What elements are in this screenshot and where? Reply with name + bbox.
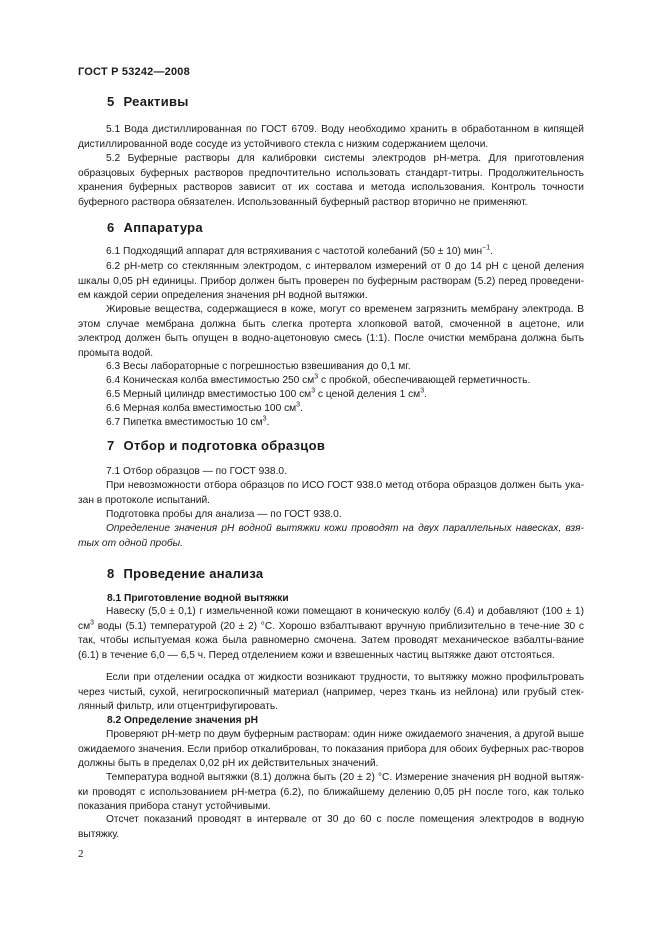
section-5-heading	[107, 94, 189, 109]
paragraph-8-2-reading: Отсчет показаний проводят в интервале от 30 до 60 с после помещения электродов в водную вытяжку.	[78, 814, 584, 840]
section-7-heading	[107, 438, 325, 453]
section-8-heading	[107, 566, 263, 581]
paragraph-6-6-sup: 3	[296, 401, 301, 409]
standard-designation: ГОСТ Р 53242—2008	[78, 66, 190, 78]
paragraph-6-5-end: .	[424, 389, 427, 400]
paragraph-7-1-note: При невозможности отбора образцов по ИСО ГОСТ 938.0 метод отбора образцов должен быть ука-зан в протоколе испытаний.	[78, 480, 584, 506]
subsection-8-2-title: 8.2 Определение значения рН	[107, 715, 258, 726]
section-8-number: 8	[107, 566, 115, 581]
paragraph-6-5-text: 6.5 Мерный цилиндр вместимостью 100 см	[106, 389, 312, 400]
paragraph-6-7-sup: 3	[262, 415, 267, 423]
paragraph-6-4-sup: 3	[314, 373, 319, 381]
paragraph-6-3: 6.3 Весы лабораторные с погрешностью взвешивания до 0,1 мг.	[106, 361, 411, 372]
paragraph-6-4-text: 6.4 Коническая колба вместимостью 250 см	[106, 375, 315, 386]
paragraph-7-1: 7.1 Отбор образцов — по ГОСТ 938.0.	[106, 466, 287, 477]
paragraph-8-2-calibrate: Проверяют рН-метр по двум буферным растворам: один ниже ожидаемого значения, а другой выше ожидаемого значения. Если прибор откалиброван, то показания прибора для обоих буферных рас-творов должны быть в пределах 0,02 рН их действительных значений.	[78, 729, 584, 769]
paragraph-6-7-text: 6.7 Пипетка вместимостью 10 см	[106, 417, 263, 428]
paragraph-8-1-text-a: Навеску (5,0 ± 0,1) г измельченной кожи помещают в коническую колбу (6.4) и добавляют (100 ± 1) см	[78, 606, 584, 632]
paragraph-6-5-mid: с ценой деления 1 см	[315, 389, 421, 400]
section-6-number: 6	[107, 220, 115, 235]
section-7-title: Отбор и подготовка образцов	[123, 438, 326, 453]
paragraph-6-1-text: 6.1 Подходящий аппарат для встряхивания с частотой колебаний (50 ± 10) мин	[106, 246, 483, 257]
paragraph-8-1	[78, 605, 584, 663]
paragraph-6-5	[78, 388, 584, 403]
paragraph-6-5-sup: 3	[311, 387, 316, 395]
paragraph-7-parallel: Определение значения рН водной вытяжки кожи проводят на двух параллельных навесках, взя-тых от одной пробы.	[78, 523, 584, 549]
paragraph-6-1-end: .	[490, 246, 493, 257]
paragraph-6-5-sup2: 3	[420, 387, 425, 395]
paragraph-5-2: 5.2 Буферные растворы для калибровки системы электродов рН-метра. Для приготовления образцовых буферных растворов предпочтительно использовать стандарт-титры. Продолжительность хранения буферных растворов зависит от их состава и метода использования. Контроль точности буферного раствора обязателен. Использованный буферный раствор вторично не применяют.	[78, 153, 584, 208]
paragraph-6-4-end: с пробкой, обеспечивающей герметичность.	[318, 375, 531, 386]
section-6-heading	[107, 220, 203, 235]
paragraph-6-6-text: 6.6 Мерная колба вместимостью 100 см	[106, 403, 297, 414]
subsection-8-1-title: 8.1 Приготовление водной вытяжки	[107, 593, 289, 604]
paragraph-8-1-text-b: воды (5.1) температурой (20 ± 2) °С. Хорошо взбалтывают вручную приблизительно в тече-ние 30 с так, чтобы испытуемая кожа была равномерно смочена. Затем проводят механическое взбалты-вание (6.1) в течение 6,0 — 6,5 ч. Перед отделением кожи и взвешенных частиц вытяжке дают отстояться.	[78, 620, 584, 661]
paragraph-6-2-note: Жировые вещества, содержащиеся в коже, могут со временем загрязнить мембрану электрода. В этом случае мембрана должна быть слегка протерта хлопковой ватой, смоченной в ацетоне, или электрод должен быть опущен в водно-ацетоновую смесь (1:1). После очистки мембрана должна быть промыта водой.	[78, 304, 584, 359]
paragraph-6-7-end: .	[266, 417, 270, 428]
paragraph-8-1-filter: Если при отделении осадка от жидкости возникают трудности, то вытяжку можно профильтровать через чистый, сухой, негигроскопичный материал (например, через ткань из нейлона) или грубый стек-лянный фильтр, или отцентрифугировать.	[78, 672, 584, 712]
paragraph-6-1	[78, 245, 584, 260]
paragraph-6-1-sup: −1	[482, 244, 491, 252]
section-6-title: Аппаратура	[123, 220, 203, 235]
section-8-title: Проведение анализа	[123, 566, 264, 581]
paragraph-6-4	[78, 374, 584, 389]
paragraph-5-1: 5.1 Вода дистиллированная по ГОСТ 6709. Воду необходимо хранить в обработанном в кипящей дистиллированной воде сосуде из устойчивого стекла с низким содержанием щелочи.	[78, 124, 584, 150]
paragraph-6-2: 6.2 рН-метр со стеклянным электродом, с интервалом измерений от 0 до 14 рН с ценой деления шкалы 0,05 рН единицы. Прибор должен быть проверен по буферным растворам (5.2) перед проведени-ем каждой серии определения значения рН водной вытяжки.	[78, 261, 584, 301]
paragraph-6-6-end: .	[300, 403, 303, 414]
paragraph-6-6	[78, 402, 584, 417]
paragraph-7-prep: Подготовка пробы для анализа — по ГОСТ 938.0.	[106, 509, 342, 520]
paragraph-6-7	[78, 416, 584, 431]
paragraph-8-2-temperature: Температура водной вытяжки (8.1) должна быть (20 ± 2) °С. Измерение значения рН водной вытяж-ки проводят с использованием рН-метра (6.2), по ближайшему делению 0,05 рН после того, как только показания прибора станут устойчивыми.	[78, 772, 584, 812]
page-number: 2	[78, 848, 84, 860]
section-7-number: 7	[107, 438, 115, 453]
section-5-title: Реактивы	[123, 94, 189, 109]
section-5-number: 5	[107, 94, 115, 109]
paragraph-8-1-sup: 3	[90, 619, 95, 627]
